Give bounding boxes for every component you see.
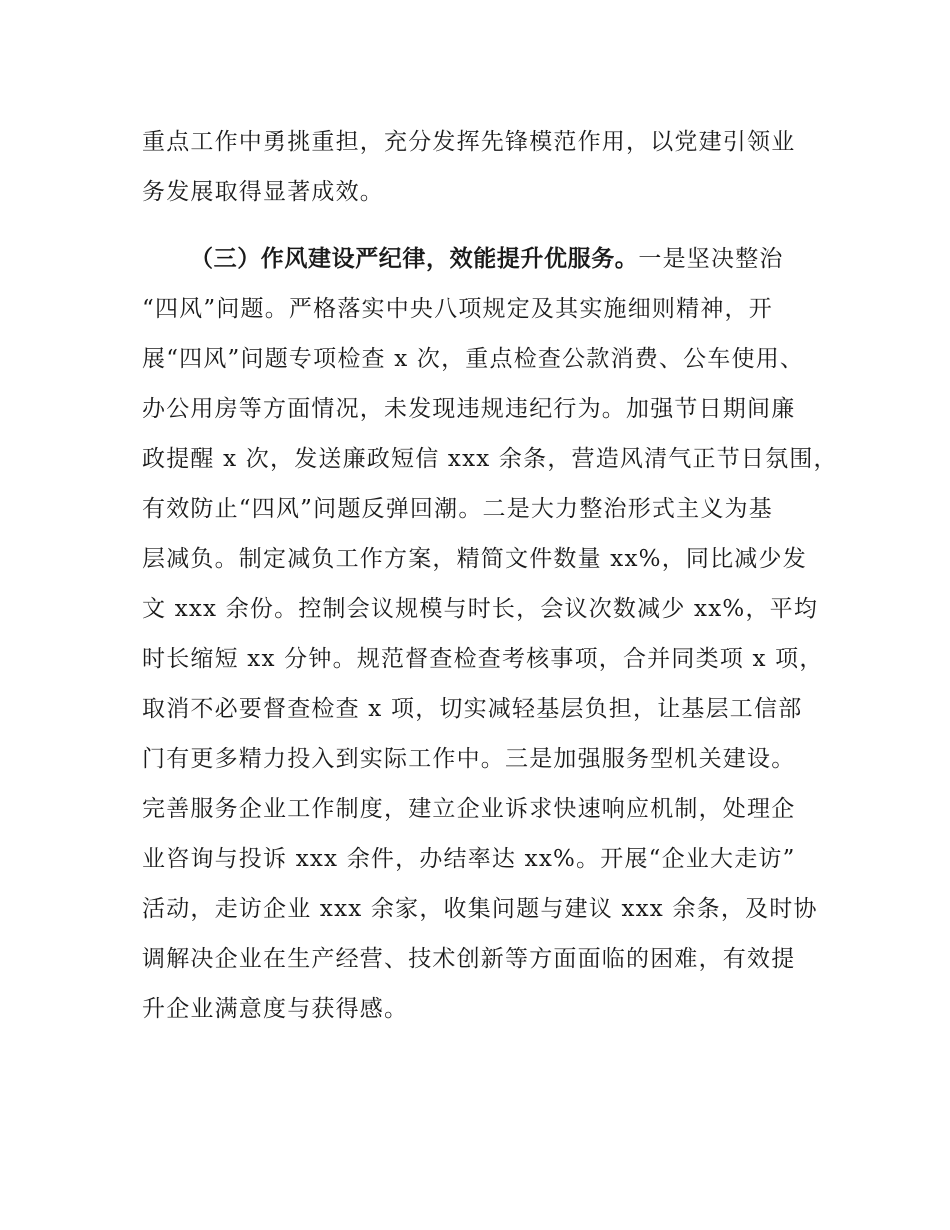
- paragraph-2-line: 展“四风”问题专项检查 x 次，重点检查公款消费、公车使用、: [142, 346, 805, 372]
- paragraph-2-line: “四风”问题。严格落实中央八项规定及其实施细则精神，开: [142, 296, 773, 322]
- paragraph-2-line: 门有更多精力投入到实际工作中。三是加强服务型机关建设。: [142, 746, 796, 772]
- paragraph-2-line: 政提醒 x 次，发送廉政短信 xxx 余条，营造风清气正节日氛围，: [142, 446, 838, 472]
- paragraph-2-line: 升企业满意度与获得感。: [142, 996, 409, 1022]
- paragraph-2-line: 文 xxx 余份。控制会议规模与时长，会议次数减少 xx%，平均: [142, 596, 819, 622]
- paragraph-2-first-line: [190, 243, 784, 275]
- paragraph-1-line-1: 重点工作中勇挑重担，充分发挥先锋模范作用，以党建引领业: [142, 129, 796, 155]
- paragraph-2-line: 取消不必要督查检查 x 项，切实减轻基层负担，让基层工信部: [142, 696, 803, 722]
- paragraph-2-line-1-rest: 一是坚决整治: [638, 246, 784, 272]
- paragraph-2-line: 有效防止“四风”问题反弹回潮。二是大力整治形式主义为基: [142, 496, 773, 522]
- paragraph-2-line: 时长缩短 xx 分钟。规范督查检查考核事项，合并同类项 x 项，: [142, 646, 824, 672]
- paragraph-2-line: 办公用房等方面情况，未发现违规违纪行为。加强节日期间廉: [142, 396, 796, 422]
- section-heading: （三）作风建设严纪律，效能提升优服务。: [190, 246, 639, 272]
- paragraph-1-line-2: 务发展取得显著成效。: [142, 179, 384, 205]
- paragraph-2-line: 调解决企业在生产经营、技术创新等方面面临的困难，有效提: [142, 946, 796, 972]
- paragraph-2-line: 层减负。制定减负工作方案，精简文件数量 xx%，同比减少发: [142, 546, 807, 572]
- paragraph-2-line: 活动，走访企业 xxx 余家，收集问题与建议 xxx 余条，及时协: [142, 896, 818, 922]
- paragraph-2-line: 完善服务企业工作制度，建立企业诉求快速响应机制，处理企: [142, 796, 796, 822]
- paragraph-2-line: 业咨询与投诉 xxx 余件，办结率达 xx%。开展“企业大走访”: [142, 846, 796, 872]
